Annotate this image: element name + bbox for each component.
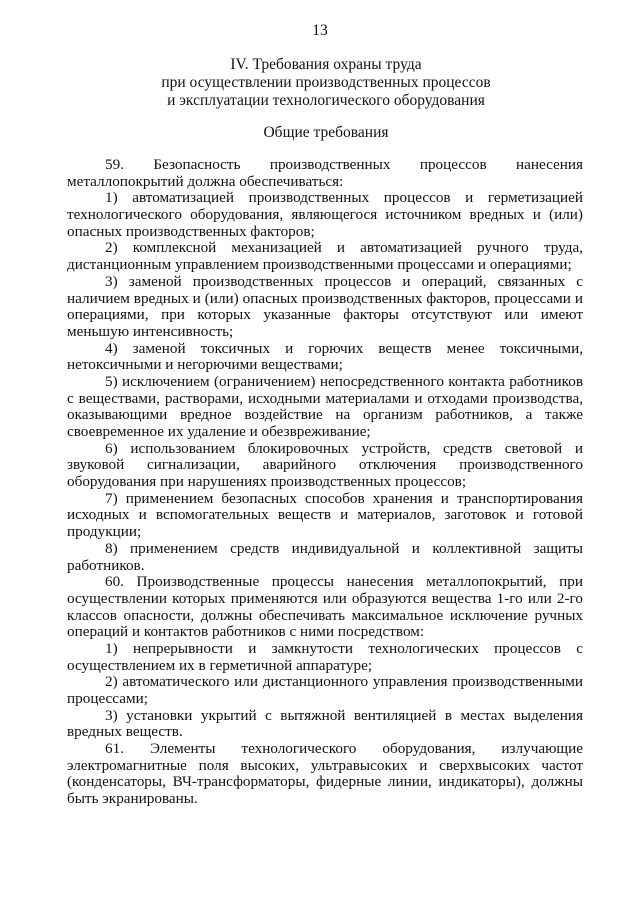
text-line: 60. Производственные процессы нанесения металлопокрытий, при [105, 573, 583, 591]
text-line: вредных веществ. [67, 723, 183, 741]
text-line: (конденсаторы, ВЧ-трансформаторы, фидерные линии, индикаторы), должны [67, 773, 583, 791]
text-line: своевременное их удаление и обезвреживание; [67, 423, 371, 440]
text-line: меньшую интенсивность; [67, 322, 234, 340]
text-line: опасных производственных факторов; [67, 222, 315, 240]
section-heading-line: IV. Требования охраны труда [230, 56, 422, 73]
text-line: металлопокрытий должна обеспечиваться: [67, 172, 344, 190]
page-number: 13 [312, 22, 328, 39]
text-line: технологического оборудования, являющегося источником вредных и (или) [67, 206, 583, 224]
text-line: нетоксичными и негорючими веществами; [67, 356, 343, 374]
section-heading-line: при осуществлении производственных процессов [161, 73, 491, 91]
text-line: 7) применением безопасных способов хранения и транспортирования [105, 489, 583, 507]
text-line: электромагнитные поля высоких, ультравысоких и сверхвысоких частот [67, 756, 583, 774]
text-line: дистанционным управлением производственными процессами и операциями; [67, 256, 572, 274]
subsection-heading: Общие требования [263, 124, 389, 141]
text-line: 2) автоматического или дистанционного управления производственными [105, 673, 583, 691]
text-line: осуществлением их в герметичной аппаратуре; [67, 656, 373, 674]
text-line: 1) автоматизацией производственных процессов и герметизацией [105, 189, 583, 207]
text-line: оборудования при нарушениях производственных процессов; [67, 473, 467, 491]
text-line: работников. [67, 556, 145, 574]
text-line: классов опасности, должны обеспечивать максимальное исключение ручных [67, 606, 583, 624]
text-line: быть экранированы. [67, 790, 198, 808]
text-line: процессами; [67, 690, 148, 707]
document-body [67, 157, 583, 808]
text-line: 8) применением средств индивидуальной и коллективной защиты [105, 539, 583, 557]
text-line: продукции; [67, 523, 142, 541]
text-line: 3) установки укрытий с вытяжной вентиляцией в местах выделения [105, 706, 583, 724]
text-line: 59. Безопасность производственных процессов нанесения [105, 156, 583, 173]
text-line: 1) непрерывности и замкнутости технологических процессов с [105, 639, 583, 657]
text-line: 3) заменой производственных процессов и операций, связанных с [105, 272, 583, 290]
section-heading [0, 56, 640, 109]
section-heading-line: и эксплуатации технологического оборудования [167, 91, 485, 109]
text-line: 61. Элементы технологического оборудования, излучающие [105, 740, 583, 758]
text-line: 5) исключением (ограничением) непосредственного контакта работников [105, 372, 583, 390]
text-line: наличием вредных и (или) опасных производственных факторов, процессами и [67, 289, 583, 307]
text-line: операций и контактов работников с ними посредством: [67, 623, 425, 641]
text-line: оказывающими вредное воздействие на организм работников, а также [67, 406, 583, 424]
text-line: операциями, при которых указанные факторы отсутствуют или имеют [67, 306, 583, 324]
text-line: осуществлении которых применяются или образуются вещества 1-го или 2-го [67, 589, 583, 607]
text-line: 4) заменой токсичных и горючих веществ менее токсичными, [105, 339, 583, 357]
text-line: звуковой сигнализации, аварийного отключения производственного [67, 456, 583, 474]
text-line: с веществами, растворами, исходными материалами и отходами производства, [67, 389, 583, 407]
text-line: 2) комплексной механизацией и автоматизацией ручного труда, [105, 239, 583, 257]
text-line: 6) использованием блокировочных устройств, средств световой и [105, 439, 583, 457]
text-line: исходных и вспомогательных веществ и материалов, заготовок и готовой [67, 506, 583, 524]
